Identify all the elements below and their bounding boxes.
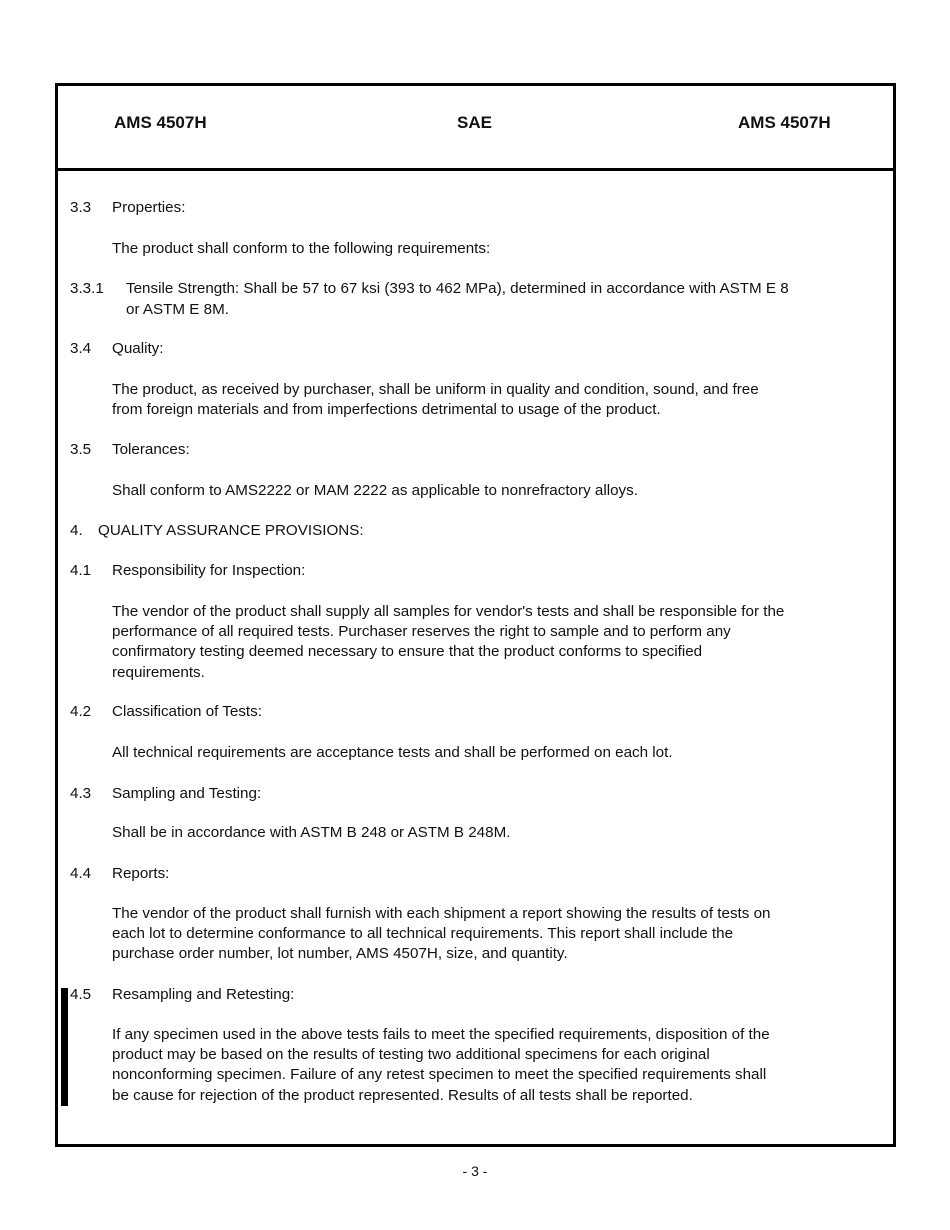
- section-number-3-4: 3.4: [70, 340, 92, 357]
- paragraph-quality-line-1: The product, as received by purchaser, shall be uniform in quality and condition, sound, and free: [112, 381, 759, 398]
- paragraph-resampling-line-2: product may be based on the results of testing two additional specimens for each original: [112, 1046, 710, 1063]
- page-number: - 3 -: [462, 1163, 488, 1179]
- section-number-4-1: 4.1: [70, 562, 92, 579]
- paragraph-reports-line-1: The vendor of the product shall furnish with each shipment a report showing the results of tests on: [112, 905, 771, 922]
- paragraph-reports-line-3: purchase order number, lot number, AMS 4507H, size, and quantity.: [112, 945, 568, 962]
- section-title-resampling: Resampling and Retesting:: [112, 986, 295, 1003]
- paragraph-sampling: Shall be in accordance with ASTM B 248 or ASTM B 248M.: [112, 824, 511, 841]
- section-number-4-5: 4.5: [70, 986, 92, 1003]
- header-organization: SAE: [457, 113, 492, 132]
- section-title-tolerances: Tolerances:: [112, 441, 190, 458]
- paragraph-responsibility-line-4: requirements.: [112, 664, 205, 681]
- section-number-3-3-1: 3.3.1: [70, 280, 104, 297]
- header-doc-number-left: AMS 4507H: [114, 113, 207, 132]
- paragraph-tolerances: Shall conform to AMS2222 or MAM 2222 as applicable to nonrefractory alloys.: [112, 482, 638, 499]
- section-title-quality-assurance: QUALITY ASSURANCE PROVISIONS:: [98, 522, 364, 539]
- revision-change-bar: [61, 988, 68, 1106]
- paragraph-classification: All technical requirements are acceptance tests and shall be performed on each lot.: [112, 744, 673, 761]
- section-number-4-4: 4.4: [70, 865, 92, 882]
- section-title-reports: Reports:: [112, 865, 170, 882]
- section-title-responsibility: Responsibility for Inspection:: [112, 562, 306, 579]
- section-number-3-3: 3.3: [70, 199, 92, 216]
- section-number-4-3: 4.3: [70, 785, 92, 802]
- paragraph-tensile-line-1: Tensile Strength: Shall be 57 to 67 ksi (393 to 462 MPa), determined in accordance with ASTM E 8: [126, 280, 789, 297]
- paragraph-resampling-line-1: If any specimen used in the above tests fails to meet the specified requirements, disposition of the: [112, 1026, 770, 1043]
- section-title-properties: Properties:: [112, 199, 186, 216]
- section-title-quality: Quality:: [112, 340, 164, 357]
- paragraph-tensile-line-2: or ASTM E 8M.: [126, 301, 229, 318]
- paragraph-responsibility-line-3: confirmatory testing deemed necessary to ensure that the product conforms to specified: [112, 643, 703, 660]
- paragraph-responsibility-line-2: performance of all required tests. Purchaser reserves the right to sample and to perform any: [112, 623, 731, 640]
- paragraph-reports-line-2: each lot to determine conformance to all technical requirements. This report shall include the: [112, 925, 734, 942]
- section-title-classification: Classification of Tests:: [112, 703, 262, 720]
- section-title-sampling: Sampling and Testing:: [112, 785, 262, 802]
- section-number-4: 4.: [70, 522, 83, 539]
- section-number-3-5: 3.5: [70, 441, 92, 458]
- paragraph-resampling-line-4: be cause for rejection of the product represented. Results of all tests shall be reported.: [112, 1087, 693, 1104]
- paragraph-responsibility-line-1: The vendor of the product shall supply all samples for vendor's tests and shall be responsible for the: [112, 603, 785, 620]
- paragraph-resampling-line-3: nonconforming specimen. Failure of any retest specimen to meet the specified requirements shall: [112, 1066, 767, 1083]
- section-number-4-2: 4.2: [70, 703, 92, 720]
- paragraph-quality-line-2: from foreign materials and from imperfections detrimental to usage of the product.: [112, 401, 661, 418]
- paragraph-properties: The product shall conform to the following requirements:: [112, 240, 491, 257]
- document-header: [58, 86, 893, 171]
- header-doc-number-right: AMS 4507H: [738, 113, 831, 132]
